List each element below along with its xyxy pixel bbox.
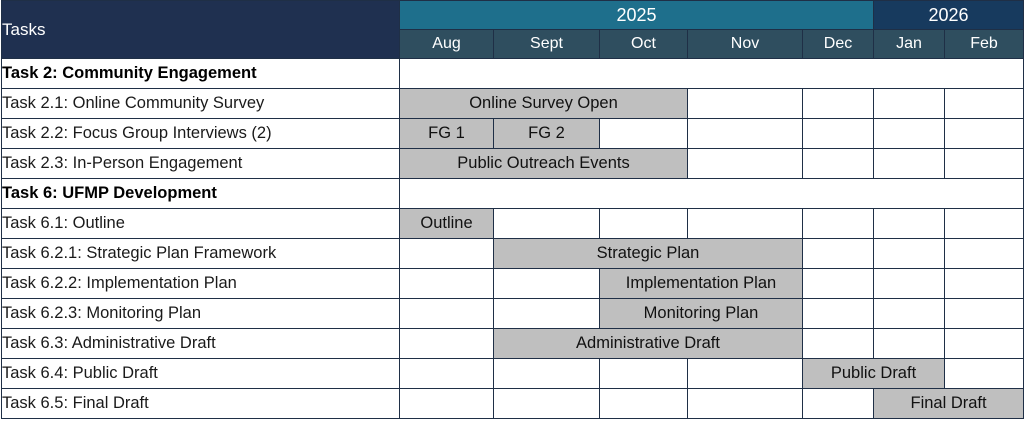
empty-cell [400, 329, 494, 359]
section-row [2, 59, 1024, 89]
empty-cell [803, 389, 874, 419]
empty-cell [803, 329, 874, 359]
task-row [2, 89, 1024, 119]
empty-cell [803, 209, 874, 239]
empty-cell [400, 389, 494, 419]
task-row [2, 209, 1024, 239]
month-header-feb: Feb [945, 30, 1024, 59]
empty-cell [803, 239, 874, 269]
section-spacer [400, 179, 1024, 209]
month-header-sept: Sept [494, 30, 600, 59]
section-title: Task 2: Community Engagement [2, 59, 400, 89]
empty-cell [945, 329, 1024, 359]
empty-cell [803, 149, 874, 179]
empty-cell [400, 239, 494, 269]
gantt-body [2, 59, 1024, 419]
empty-cell [494, 269, 600, 299]
task-row [2, 269, 1024, 299]
task-row [2, 239, 1024, 269]
empty-cell [945, 299, 1024, 329]
empty-cell [874, 239, 945, 269]
tasks-column-header: Tasks [2, 1, 400, 59]
empty-cell [688, 119, 803, 149]
task-label: Task 2.1: Online Community Survey [2, 89, 400, 119]
section-spacer [400, 59, 1024, 89]
empty-cell [494, 299, 600, 329]
task-label: Task 2.3: In-Person Engagement [2, 149, 400, 179]
task-label: Task 6.2.2: Implementation Plan [2, 269, 400, 299]
empty-cell [400, 359, 494, 389]
empty-cell [803, 299, 874, 329]
empty-cell [688, 389, 803, 419]
task-label: Task 6.1: Outline [2, 209, 400, 239]
month-header-dec: Dec [803, 30, 874, 59]
empty-cell [600, 389, 688, 419]
empty-cell [803, 119, 874, 149]
empty-cell [945, 239, 1024, 269]
task-label: Task 6.3: Administrative Draft [2, 329, 400, 359]
timeline-bar: Final Draft [874, 389, 1024, 419]
empty-cell [494, 389, 600, 419]
timeline-bar: Outline [400, 209, 494, 239]
empty-cell [688, 209, 803, 239]
task-label: Task 6.4: Public Draft [2, 359, 400, 389]
task-label: Task 6.2.3: Monitoring Plan [2, 299, 400, 329]
timeline-bar: Public Draft [803, 359, 945, 389]
empty-cell [874, 269, 945, 299]
section-title: Task 6: UFMP Development [2, 179, 400, 209]
task-row [2, 149, 1024, 179]
empty-cell [874, 89, 945, 119]
year-header-2025: 2025 [400, 1, 874, 30]
month-header-oct: Oct [600, 30, 688, 59]
empty-cell [688, 89, 803, 119]
empty-cell [874, 119, 945, 149]
task-label: Task 2.2: Focus Group Interviews (2) [2, 119, 400, 149]
empty-cell [803, 269, 874, 299]
empty-cell [874, 299, 945, 329]
empty-cell [945, 269, 1024, 299]
empty-cell [874, 329, 945, 359]
empty-cell [945, 119, 1024, 149]
gantt-table [1, 0, 1024, 419]
task-row [2, 329, 1024, 359]
empty-cell [600, 119, 688, 149]
task-row [2, 359, 1024, 389]
task-label: Task 6.2.1: Strategic Plan Framework [2, 239, 400, 269]
empty-cell [945, 89, 1024, 119]
month-header-jan: Jan [874, 30, 945, 59]
year-header-2026: 2026 [874, 1, 1024, 30]
timeline-bar: FG 2 [494, 119, 600, 149]
task-row [2, 119, 1024, 149]
empty-cell [945, 209, 1024, 239]
timeline-bar: Strategic Plan [494, 239, 803, 269]
empty-cell [945, 149, 1024, 179]
empty-cell [688, 149, 803, 179]
empty-cell [400, 299, 494, 329]
timeline-bar: Implementation Plan [600, 269, 803, 299]
empty-cell [494, 209, 600, 239]
empty-cell [874, 149, 945, 179]
month-header-aug: Aug [400, 30, 494, 59]
task-row [2, 299, 1024, 329]
empty-cell [600, 209, 688, 239]
empty-cell [803, 89, 874, 119]
timeline-bar: Online Survey Open [400, 89, 688, 119]
timeline-bar: Monitoring Plan [600, 299, 803, 329]
empty-cell [688, 359, 803, 389]
empty-cell [494, 359, 600, 389]
empty-cell [600, 359, 688, 389]
empty-cell [400, 269, 494, 299]
empty-cell [945, 359, 1024, 389]
empty-cell [874, 209, 945, 239]
month-header-nov: Nov [688, 30, 803, 59]
task-label: Task 6.5: Final Draft [2, 389, 400, 419]
timeline-bar: Public Outreach Events [400, 149, 688, 179]
task-row [2, 389, 1024, 419]
timeline-bar: Administrative Draft [494, 329, 803, 359]
timeline-bar: FG 1 [400, 119, 494, 149]
section-row [2, 179, 1024, 209]
